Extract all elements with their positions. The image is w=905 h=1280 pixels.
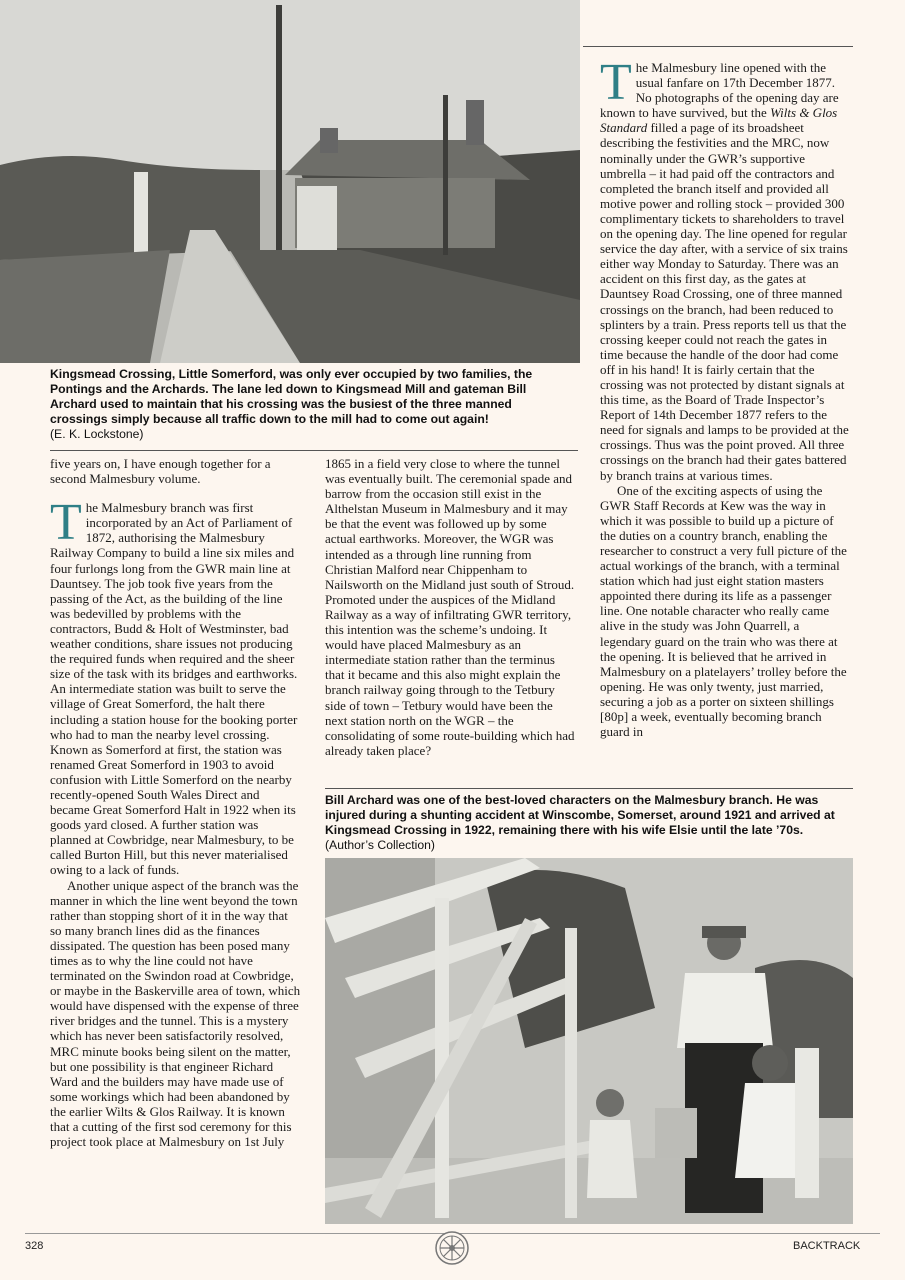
paragraph: Another unique aspect of the branch was the manner in which the line went beyond the town rather than stopping short of it in the way that so many branch lines did as the finances dissipated. The question has been posed many times as to why the line could not have terminated on the Swindon road at Cowbridge, or maybe in the Baskerville area of town, which would have dispensed with the expense of three river bridges and the tunnel. This is a mystery which has never been satisfactorily resolved, MRC minute books being silent on the matter, but one possibility is that engineer Richard Ward and the builders may have made use of some workings which had been abandoned by the earlier Wilts & Glos Railway. It is known that a cutting of the first sod ceremony for this project took place at Malmesbury on 1st July xyxy=(50,877,301,1150)
section-divider xyxy=(325,788,853,789)
publication-title: Wilts & Glos Standard xyxy=(600,105,838,136)
article-column-2 xyxy=(325,456,577,758)
photo-bill-archard xyxy=(325,858,853,1224)
paragraph: 1865 in a field very close to where the tunnel was eventually built. The ceremonial spade and barrow from the occasion still exist in the Althelstan Museum in Malmesbury and it may be that the event was followed up by some actual earthworks. Moreover, the WGR was intended as a through line running from Christian Malford near Chippenham to Nailsworth on the Midland just south of Stroud. Promoted under the auspices of the Midland Railway as a way of infiltrating GWR territory, this intention was the scheme’s undoing. It would have placed Malmesbury as an intermediate station rather than the terminus that it became and this also might explain the branch railway going through to the Tetbury side of town – Tetbury would have been the next station north on the WGR – the consolidating of some route-building which had already taken place? xyxy=(325,456,575,758)
paragraph xyxy=(50,494,302,878)
column-top-rule xyxy=(583,46,853,47)
section-divider xyxy=(50,450,578,451)
article-column-3 xyxy=(600,54,852,740)
photo-kingsmead-crossing xyxy=(0,0,580,363)
caption-text: Kingsmead Crossing, Little Somerford, was only ever occupied by two families, the Pontings and the Archards. The lane led down to Kingsmead Mill and gateman Bill Archard used to maintain that his crossing was the busiest of the three manned crossings simply because all traffic down to the mill had to come out again! xyxy=(50,367,533,426)
paragraph xyxy=(600,54,852,483)
article-column-1 xyxy=(50,456,302,1149)
page-number: 328 xyxy=(25,1240,44,1252)
photo-caption xyxy=(325,793,853,853)
paragraph-text: filled a page of its broadsheet describing the festivities and the MRC, now nominally under the GWR’s supportive umbrella – it had paid off the contractors and completed the branch itself and provided all motive power and rolling stock – provided 300 complimentary tickets to shareholders to travel on the opening day. The line opened for regular service the day after, with a service of six trains either way Monday to Saturday. There was an accident on this first day, as the gates at Dauntsey Road Crossing, one of three manned crossings on the branch, had been reduced to splinters by a train. Press reports tell us that the crossing keeper could not reach the gates in time because the handle of the door had come off in his hand! It is fairly certain that the crossing was not protected by distant signals at this time, as the Board of Trade Inspector’s Report of 14th December 1877 refers to the need for signals and lamps to be provided at the crossings. Thus was the point proved. All three crossings on the branch had their gates battered by branch trains at various times. xyxy=(600,120,849,483)
paragraph: five years on, I have enough together for a second Malmesbury volume. xyxy=(50,456,271,487)
photo-caption xyxy=(50,367,570,442)
photo-credit: (Author’s Collection) xyxy=(325,838,435,852)
photo-credit: (E. K. Lockstone) xyxy=(50,427,144,441)
drop-cap: T xyxy=(600,54,632,111)
paragraph-text: he Malmesbury line opened with the usual fanfare on 17th December 1877. No photographs of the opening day are known to have survived, but the xyxy=(600,60,839,121)
paragraph-text: he Malmesbury branch was first incorporated by an Act of Parliament of 1872, authorising the Malmesbury Railway Company to build a line six miles and four furlongs long from the GWR main line at Dauntsey. The job took five years from the passing of the Act, as the building of the line was bedevilled by problems with the contractors, Budd & Holt of Westminster, bad weather conditions, share issues not producing the required funds when required and the sheer size of the task with its bridges and earthworks. An intermediate station was built to serve the village of Great Somerford, the halt there including a station house for the booking porter who had to man the nearby level crossing. Known as Somerford at first, the station was renamed Great Somerford in 1903 to avoid confusion with Little Somerford on the nearby recently-opened South Wales Direct and became Great Somerford Halt in 1922 when its goods yard closed. A further station was planned at Cowbridge, near Malmesbury, to be called Burton Hill, but this never materialised owing to a lack of funds. xyxy=(50,500,298,878)
caption-text: Bill Archard was one of the best-loved characters on the Malmesbury branch. He was injured during a shunting accident at Winscombe, Somerset, around 1921 and arrived at Kingsmead Crossing in 1922, remaining there with his wife Elsie until the late ’70s. xyxy=(325,793,835,837)
magazine-name: BACKTRACK xyxy=(793,1240,861,1252)
wheel-emblem-icon xyxy=(434,1230,470,1266)
drop-cap: T xyxy=(50,494,82,552)
paragraph: One of the exciting aspects of using the GWR Staff Records at Kew was the way in which it was possible to build up a picture of the duties on a country branch, enabling the researcher to construct a very full picture of the actual workings of the branch, with a terminal station which had just eight station masters appointed there during its life as a passenger line. One notable character who really came alive in the study was John Quarrell, a legendary guard on the train who was there at the opening. It is believed that he arrived in Malmesbury on a platelayers’ trolley before the opening. He was only twenty, just married, securing a job as a porter on sixteen shillings [80p] a week, eventually becoming branch guard in xyxy=(600,482,847,740)
